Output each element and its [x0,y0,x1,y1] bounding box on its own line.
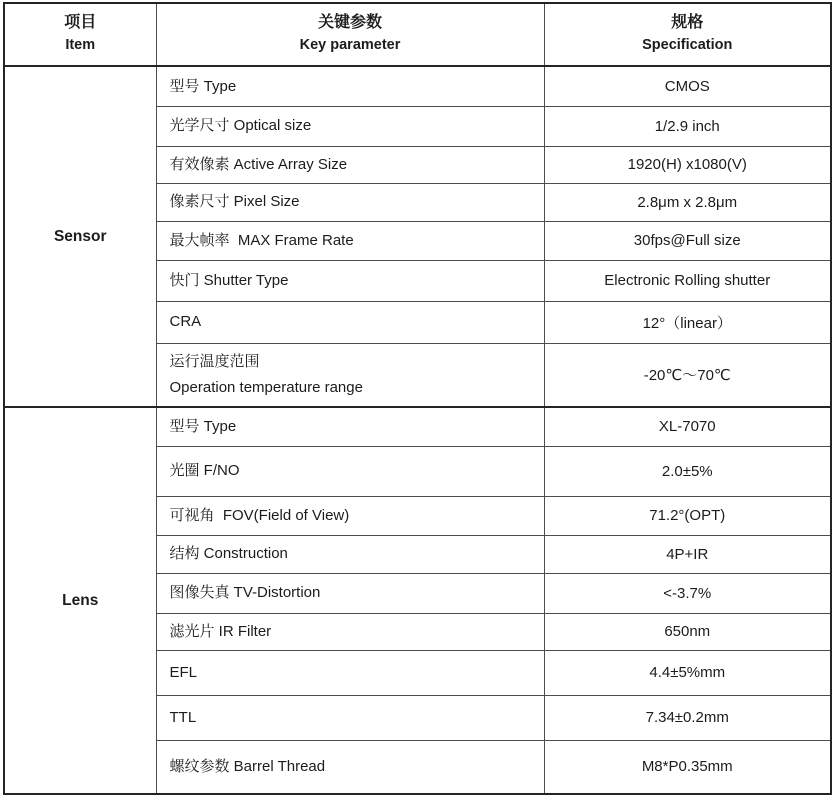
param-label: TTL [169,708,197,726]
spec-cell: 4.4±5%mm [544,650,831,695]
table-header-row [4,3,831,66]
spec-cell: Electronic Rolling shutter [544,260,831,301]
param-cell [156,407,544,446]
spec-cell: 7.34±0.2mm [544,695,831,740]
header-specification [544,3,831,66]
header-specification-en: Specification [642,36,733,53]
spec-table [3,2,832,795]
param-cell [156,146,544,183]
param-cell [156,106,544,146]
param-cell [156,66,544,106]
param-cell [156,573,544,613]
header-key-parameter-zh: 关键参数 [317,14,382,32]
spec-cell: -20℃～70℃ [544,343,831,407]
param-cell [156,446,544,496]
spec-cell: 1/2.9 inch [544,106,831,146]
param-label-line2: Operation temperature range [169,378,363,396]
spec-cell: 12°（linear） [544,301,831,343]
param-label: 有效像素 Active Array Size [169,155,348,173]
param-label: 图像失真 TV-Distortion [169,584,321,602]
spec-cell: M8*P0.35mm [544,740,831,794]
spec-cell: 30fps@Full size [544,221,831,260]
param-label: 型号 Type [169,418,237,435]
header-specification-zh: 规格 [671,14,704,32]
table-row [4,407,831,446]
param-label: 结构 Construction [169,545,288,563]
spec-cell: 650nm [544,613,831,650]
spec-cell: 2.8μm x 2.8μm [544,183,831,221]
spec-cell: CMOS [544,66,831,106]
param-cell [156,183,544,221]
section-item-cell: Lens [4,407,156,794]
param-label: 运行温度范围 [169,353,260,371]
param-cell [156,343,544,407]
spec-cell: XL-7070 [544,407,831,446]
table-body [4,66,831,794]
spec-cell: 71.2°(OPT) [544,496,831,535]
param-cell [156,695,544,740]
param-label: 滤光片 IR Filter [169,622,272,640]
param-cell [156,301,544,343]
param-label: 可视角 FOV(Field of View) [169,506,350,524]
param-cell [156,535,544,573]
param-cell [156,496,544,535]
param-label: 光学尺寸 Optical size [169,117,312,135]
param-label: 像素尺寸 Pixel Size [169,193,300,211]
param-label: 螺纹参数 Barrel Thread [169,758,326,775]
param-label: 最大帧率 MAX Frame Rate [169,231,354,249]
section-item-cell: Sensor [4,66,156,407]
param-cell [156,221,544,260]
spec-cell: 2.0±5% [544,446,831,496]
param-cell [156,740,544,794]
param-cell [156,650,544,695]
param-cell [156,613,544,650]
header-key-parameter [156,3,544,66]
param-label: 快门 Shutter Type [169,271,289,289]
param-label: 型号 Type [169,77,237,95]
spec-cell: <-3.7% [544,573,831,613]
spec-cell: 1920(H) x1080(V) [544,146,831,183]
param-label: CRA [169,313,202,331]
header-item-en: Item [65,36,96,53]
spec-cell: 4P+IR [544,535,831,573]
header-key-parameter-en: Key parameter [299,36,401,53]
header-item [4,3,156,66]
param-label: 光圈 F/NO [169,462,240,480]
param-label: EFL [169,663,198,681]
header-item-zh: 项目 [64,14,97,32]
param-cell [156,260,544,301]
table-row [4,66,831,106]
